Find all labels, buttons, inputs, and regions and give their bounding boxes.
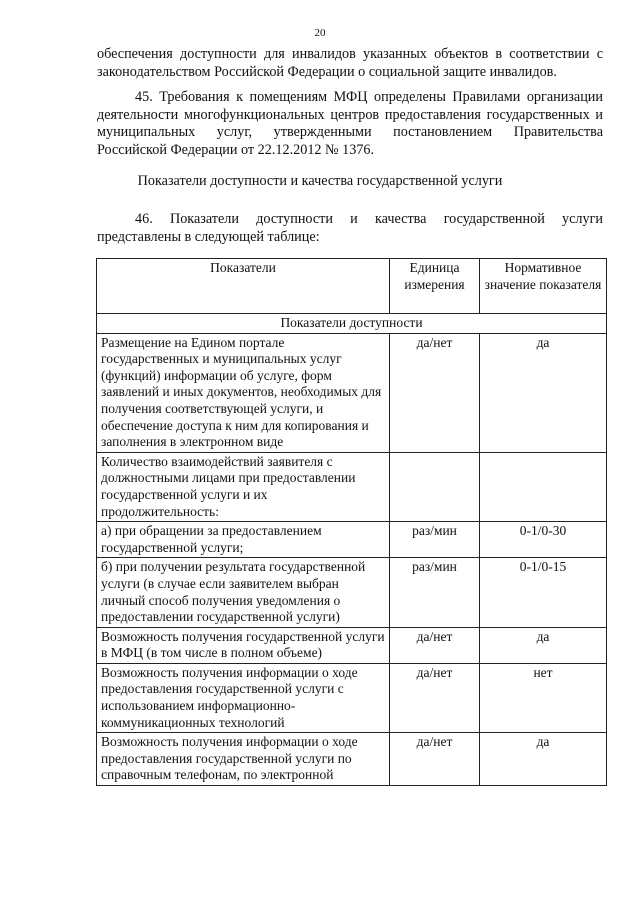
row-norm: 0-1/0-15 xyxy=(480,558,607,627)
table-row xyxy=(97,733,607,786)
row-indicator: Размещение на Едином портале государственных и муниципальных услуг (функций) информации об услуге, форм заявлений и иных документов, необходимых для получения соответствующей услуги, и обеспечение доступа к ним для копирования и заполнения в электронном виде xyxy=(97,333,390,452)
row-indicator: Возможность получения государственной услуги в МФЦ (в том числе в полном объеме) xyxy=(97,627,390,663)
table-row xyxy=(97,558,607,627)
paragraph-continuation: обеспечения доступности для инвалидов указанных объектов в соответствии с законодательством Российской Федерации о социальной защите инвалидов. xyxy=(97,46,603,80)
section-heading: Показатели доступности и качества государственной услуги xyxy=(137,173,503,189)
row-indicator: Количество взаимодействий заявителя с должностными лицами при предоставлении государственной услуги и их продолжительность: xyxy=(97,452,390,521)
header-norm: Нормативное значение показателя xyxy=(480,259,607,314)
row-indicator: а) при обращении за предоставлением государственной услуги; xyxy=(97,522,390,558)
table-row xyxy=(97,333,607,452)
row-indicator: Возможность получения информации о ходе предоставления государственной услуги по справочным телефонам, по электронной xyxy=(97,733,390,786)
table-row xyxy=(97,627,607,663)
row-norm xyxy=(480,452,607,521)
table-header-row xyxy=(97,259,607,314)
paragraph-45: 45. Требования к помещениям МФЦ определены Правилами организации деятельности многофункциональных центров предоставления государственных и муниципальных услуг, утвержденными постановлением Правительства Российской Федерации от 22.12.2012 № 1376. xyxy=(97,89,603,158)
row-indicator: б) при получении результата государственной услуги (в случае если заявителем выбран личный способ получения уведомления о предоставлении государственной услуги) xyxy=(97,558,390,627)
table-row xyxy=(97,522,607,558)
section-title: Показатели доступности xyxy=(97,314,607,334)
page-number: 20 xyxy=(314,27,326,39)
header-unit: Единица измерения xyxy=(390,259,480,314)
row-unit: раз/мин xyxy=(390,558,480,627)
row-norm: да xyxy=(480,733,607,786)
table-section-row xyxy=(97,314,607,334)
header-indicators: Показатели xyxy=(97,259,390,314)
row-unit: да/нет xyxy=(390,733,480,786)
table-row xyxy=(97,452,607,521)
row-unit: да/нет xyxy=(390,627,480,663)
row-norm: нет xyxy=(480,663,607,732)
row-indicator: Возможность получения информации о ходе предоставления государственной услуги с использованием информационно-коммуникационных технологий xyxy=(97,663,390,732)
paragraph-46: 46. Показатели доступности и качества государственной услуги представлены в следующей таблице: xyxy=(97,211,603,245)
row-unit: да/нет xyxy=(390,333,480,452)
row-norm: да xyxy=(480,627,607,663)
row-unit xyxy=(390,452,480,521)
row-unit: да/нет xyxy=(390,663,480,732)
table-row xyxy=(97,663,607,732)
row-norm: 0-1/0-30 xyxy=(480,522,607,558)
row-norm: да xyxy=(480,333,607,452)
row-unit: раз/мин xyxy=(390,522,480,558)
indicators-table xyxy=(96,258,607,786)
